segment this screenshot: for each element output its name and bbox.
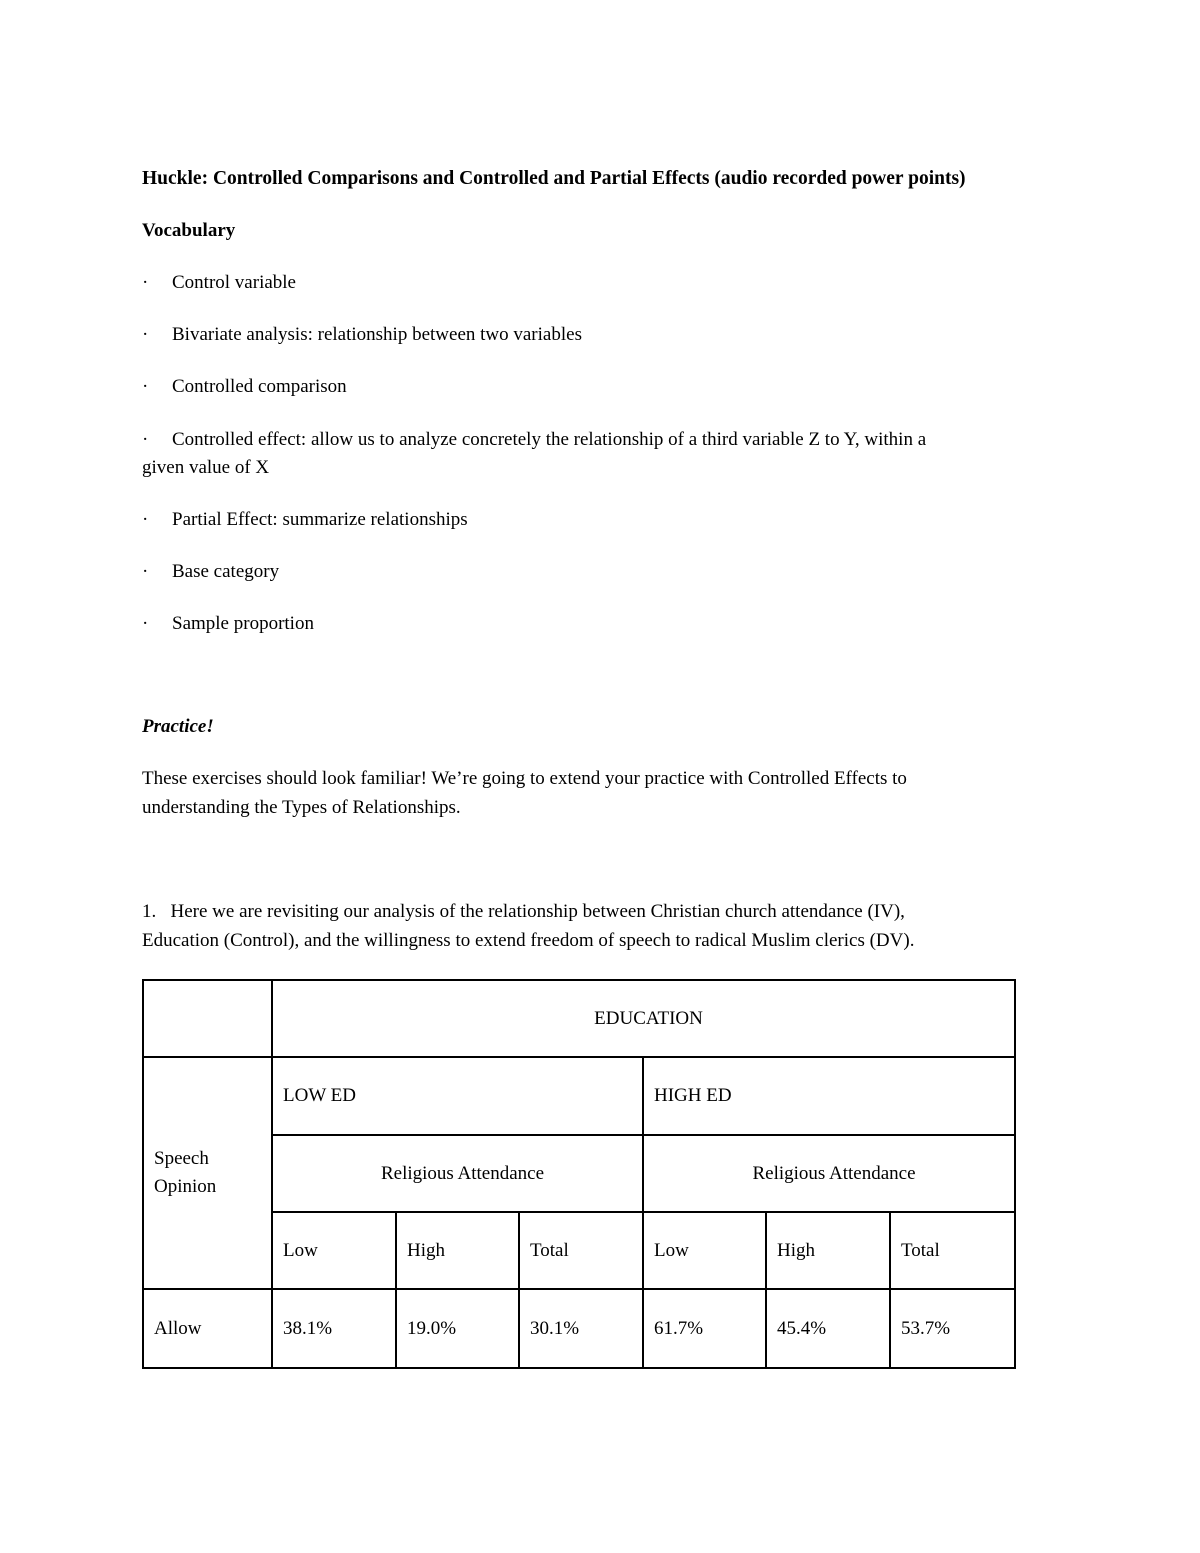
table-row-education — [143, 980, 1015, 1057]
vocab-item-text: Sample proportion — [172, 613, 314, 634]
table-row-religious-attendance — [143, 1135, 1015, 1212]
bullet-marker: · — [142, 272, 149, 293]
vocab-item-text: Control variable — [172, 272, 296, 293]
row-label-allow: Allow — [143, 1289, 272, 1368]
vocab-item-partial-effect — [142, 506, 468, 534]
column-header-high-ed-high: High — [766, 1212, 890, 1289]
column-header-low-ed-total: Total — [519, 1212, 643, 1289]
cell-allow-high-ed-total: 53.7% — [890, 1289, 1015, 1368]
cell-allow-low-ed-total: 30.1% — [519, 1289, 643, 1368]
vocab-item-controlled-effect — [142, 426, 926, 454]
speech-opinion-table — [142, 979, 1016, 1369]
low-ed-header: LOW ED — [272, 1057, 643, 1135]
vocab-item-bivariate-analysis — [142, 321, 582, 349]
bullet-marker: · — [142, 324, 149, 345]
bullet-marker: · — [142, 429, 149, 450]
vocab-item-text: Controlled comparison — [172, 376, 347, 397]
bullet-marker: · — [142, 561, 149, 582]
column-header-low-ed-high: High — [396, 1212, 519, 1289]
religious-attendance-high-ed-header: Religious Attendance — [643, 1135, 1015, 1212]
column-header-high-ed-total: Total — [890, 1212, 1015, 1289]
bullet-marker: · — [142, 613, 149, 634]
question-1-line-1: 1. Here we are revisiting our analysis of the relationship between Christian church attendance (IV), — [142, 901, 905, 922]
bullet-marker: · — [142, 376, 149, 397]
table-row-allow — [143, 1289, 1015, 1368]
education-header: EDUCATION — [272, 980, 1015, 1057]
bullet-marker: · — [142, 509, 149, 530]
religious-attendance-low-ed-header: Religious Attendance — [272, 1135, 643, 1212]
vocab-item-sample-proportion — [142, 610, 314, 638]
high-ed-header: HIGH ED — [643, 1057, 1015, 1135]
vocab-item-control-variable — [142, 269, 296, 297]
practice-intro-line-1: These exercises should look familiar! We’re going to extend your practice with Controlled Effects to — [142, 768, 907, 789]
question-1-line-2: Education (Control), and the willingness to extend freedom of speech to radical Muslim clerics (DV). — [142, 930, 915, 951]
column-header-high-ed-low: Low — [643, 1212, 766, 1289]
vocab-item-text: Bivariate analysis: relationship between two variables — [172, 324, 582, 345]
cell-allow-low-ed-high: 19.0% — [396, 1289, 519, 1368]
table-row-education-levels — [143, 1057, 1015, 1135]
column-header-low-ed-low: Low — [272, 1212, 396, 1289]
vocabulary-heading: Vocabulary — [142, 220, 236, 241]
document-title: Huckle: Controlled Comparisons and Controlled and Partial Effects (audio recorded power points) — [142, 168, 966, 189]
table-row-column-headers — [143, 1212, 1015, 1289]
cell-allow-high-ed-high: 45.4% — [766, 1289, 890, 1368]
vocab-item-controlled-comparison — [142, 373, 347, 401]
vocab-item-text: Controlled effect: allow us to analyze concretely the relationship of a third variable Z to Y, within a — [172, 429, 927, 450]
vocab-item-base-category — [142, 558, 279, 586]
cell-allow-high-ed-low: 61.7% — [643, 1289, 766, 1368]
practice-heading: Practice! — [142, 716, 214, 737]
table-corner-cell — [143, 980, 272, 1057]
row-label-speech-opinion: Speech Opinion — [143, 1057, 272, 1289]
vocab-item-text: Partial Effect: summarize relationships — [172, 509, 468, 530]
cell-allow-low-ed-low: 38.1% — [272, 1289, 396, 1368]
practice-intro-line-2: understanding the Types of Relationships. — [142, 797, 461, 818]
vocab-item-controlled-effect-continued: given value of X — [142, 457, 270, 478]
vocab-item-text: Base category — [172, 561, 280, 582]
